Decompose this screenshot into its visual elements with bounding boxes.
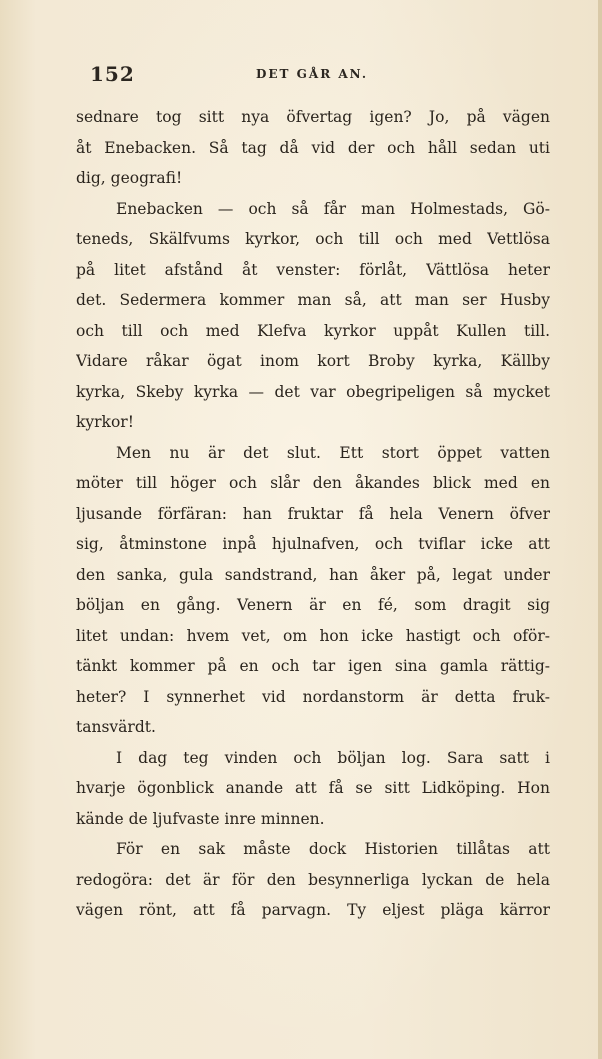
page-header — [90, 62, 550, 92]
text-line: hvarje ögonblick anande att få se sitt Lidköping. Hon — [76, 779, 550, 797]
text-line: kände de ljufvaste inre minnen. — [76, 809, 325, 828]
text-line: den sanka, gula sandstrand, han åker på, legat under — [76, 565, 550, 584]
text-line: dig, geografi! — [76, 169, 183, 187]
text-line: litet undan: hvem vet, om hon icke hastigt och oför- — [76, 626, 550, 645]
text-line: teneds, Skälfvums kyrkor, och till och med Vettlösa — [76, 230, 550, 248]
text-line: åt Enebacken. Så tag då vid der och håll sedan uti — [76, 138, 550, 157]
text-line: redogöra: det är för den besynnerliga lyckan de hela — [76, 870, 550, 889]
text-line: och till och med Klefva kyrkor uppåt Kullen till. — [76, 321, 550, 340]
text-line: på litet afstånd åt venster: förlåt, Vättlösa heter — [76, 260, 550, 279]
text-line: Enebacken — och så får man Holmestads, Gö- — [116, 199, 550, 218]
text-line: sig, åtminstone inpå hjulnafven, och tviflar icke att — [76, 535, 550, 553]
body-text — [76, 102, 550, 926]
text-line: möter till höger och slår den åkandes blick med en — [76, 474, 550, 492]
text-line: böljan en gång. Venern är en fé, som dragit sig — [76, 596, 550, 614]
running-title: DET GÅR AN. — [256, 67, 369, 81]
text-line: Men nu är det slut. Ett stort öppet vatten — [116, 443, 550, 462]
text-line: det. Sedermera kommer man så, att man ser Husby — [76, 291, 550, 309]
text-line: ljusande förfäran: han fruktar få hela Venern öfver — [76, 504, 550, 523]
page-edge — [598, 0, 602, 1059]
text-line: I dag teg vinden och böljan log. Sara satt i — [116, 748, 550, 767]
text-line: kyrkor! — [76, 413, 134, 431]
text-line: sednare tog sitt nya öfvertag igen? Jo, på vägen — [76, 108, 550, 126]
text-line: vägen rönt, att få parvagn. Ty eljest pläga kärror — [76, 901, 550, 919]
text-line: tansvärdt. — [76, 718, 156, 736]
text-line: För en sak måste dock Historien tillåtas att — [116, 840, 550, 858]
text-line: Vidare råkar ögat inom kort Broby kyrka, Källby — [76, 352, 550, 370]
text-line: heter? I synnerhet vid nordanstorm är detta fruk- — [76, 687, 550, 706]
text-line: tänkt kommer på en och tar igen sina gamla rättig- — [76, 657, 550, 675]
page-number: 152 — [90, 62, 135, 86]
text-line: kyrka, Skeby kyrka — det var obegripeligen så mycket — [76, 382, 550, 401]
